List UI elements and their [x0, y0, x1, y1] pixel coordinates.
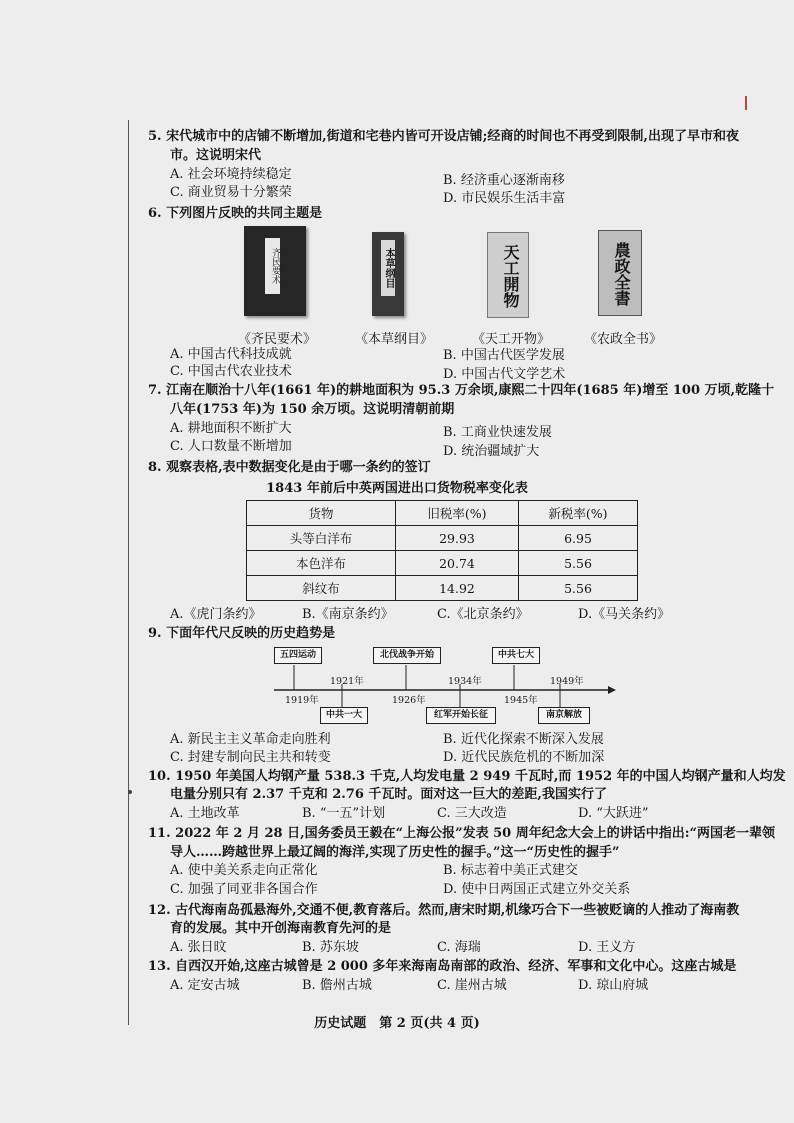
book-image-nongzheng-quanshu [598, 230, 642, 316]
q6-option-b[interactable]: B. 中国古代医学发展 [443, 348, 565, 363]
book-caption-qimin: 《齐民要术》 [238, 332, 317, 347]
q8-option-d[interactable]: D.《马关条约》 [578, 607, 671, 622]
q7-option-c[interactable]: C. 人口数量不断增加 [170, 439, 292, 454]
table-row [247, 551, 638, 576]
q10-option-d[interactable]: D. “大跃进” [578, 806, 649, 821]
q7-stem-cont: 八年(1753 年)为 150 余万顷。这说明清朝前期 [170, 402, 455, 417]
q6-stem: 6. 下列图片反映的共同主题是 [148, 206, 323, 221]
q10-stem-cont: 电量分别只有 2.37 千克和 2.76 千瓦时。面对这一巨大的差距,我国实行了 [170, 787, 607, 802]
q5-option-c[interactable]: C. 商业贸易十分繁荣 [170, 185, 292, 200]
binding-margin-line [128, 120, 129, 1025]
table-cell: 5.56 [519, 551, 638, 576]
timeline-event-long-march: 红军开始长征 [426, 707, 496, 724]
q8-option-a[interactable]: A.《虎门条约》 [170, 607, 262, 622]
q13-stem: 13. 自西汉开始,这座古城曾是 2 000 多年来海南岛南部的政治、经济、军事和文化中心。这座古城是 [148, 959, 737, 974]
book-caption-bencao: 《本草纲目》 [355, 332, 434, 347]
table-row [247, 526, 638, 551]
table-cell: 5.56 [519, 576, 638, 601]
q12-option-a[interactable]: A. 张日旼 [170, 940, 227, 955]
q13-option-d[interactable]: D. 琼山府城 [578, 978, 649, 993]
q9-option-c[interactable]: C. 封建专制向民主共和转变 [170, 750, 331, 765]
timeline-event-first-congress: 中共一大 [320, 707, 368, 724]
q10-stem: 10. 1950 年美国人均钢产量 538.3 千克,人均发电量 2 949 千瓦时,而 1952 年的中国人均钢产量和人均发 [148, 769, 786, 784]
q7-option-a[interactable]: A. 耕地面积不断扩大 [170, 421, 292, 436]
q6-option-a[interactable]: A. 中国古代科技成就 [170, 347, 292, 362]
q12-option-c[interactable]: C. 海瑞 [437, 940, 481, 955]
table-row [247, 576, 638, 601]
q7-stem: 7. 江南在顺治十八年(1661 年)的耕地面积为 95.3 万余顷,康熙二十四年(1685 年)增至 100 万顷,乾隆十 [148, 383, 775, 398]
q10-option-b[interactable]: B. “一五”计划 [302, 806, 386, 821]
q12-option-b[interactable]: B. 苏东坡 [302, 940, 359, 955]
table-cell: 6.95 [519, 526, 638, 551]
q8-stem: 8. 观察表格,表中数据变化是由于哪一条约的签订 [148, 460, 431, 475]
q6-option-d[interactable]: D. 中国古代文学艺术 [443, 367, 566, 382]
q5-option-d[interactable]: D. 市民娱乐生活丰富 [443, 191, 566, 206]
timeline-event-may-fourth: 五四运动 [274, 647, 322, 664]
q11-stem: 11. 2022 年 2 月 28 日,国务委员王毅在“上海公报”发表 50 周年纪念大会上的讲话中指出:“两国老一辈领 [148, 826, 775, 841]
q11-option-d[interactable]: D. 使中日两国正式建立外交关系 [443, 882, 631, 897]
margin-dot [128, 790, 132, 794]
timeline-event-nanjing-liberation: 南京解放 [538, 707, 590, 724]
q11-stem-cont: 导人……跨越世界上最辽阔的海洋,实现了历史性的握手。”这一“历史性的握手” [170, 845, 620, 860]
table-cell: 斜纹布 [247, 576, 396, 601]
q12-stem: 12. 古代海南岛孤悬海外,交通不便,教育落后。然而,唐宋时期,机缘巧合下一些被贬谪的人推动了海南教 [148, 903, 740, 918]
header-goods: 货物 [247, 501, 396, 526]
q7-option-d[interactable]: D. 统治疆域扩大 [443, 444, 540, 459]
timeline-year: 1945年 [504, 695, 538, 706]
book-caption-nongzheng: 《农政全书》 [584, 332, 663, 347]
q13-option-a[interactable]: A. 定安古城 [170, 978, 240, 993]
q5-stem: 5. 宋代城市中的店铺不断增加,街道和宅巷内皆可开设店铺;经商的时间也不再受到限制,出现了早市和夜 [148, 129, 739, 144]
table-header-row [247, 501, 638, 526]
book-cover-title: 本草纲目 [381, 240, 395, 296]
header-new-rate: 新税率(%) [519, 501, 638, 526]
q5-stem-cont: 市。这说明宋代 [170, 148, 262, 163]
timeline-year: 1921年 [330, 676, 364, 687]
timeline-year: 1926年 [392, 695, 426, 706]
table-cell: 14.92 [396, 576, 519, 601]
q9-option-a[interactable]: A. 新民主主义革命走向胜利 [170, 732, 331, 747]
q5-option-b[interactable]: B. 经济重心逐渐南移 [443, 173, 565, 188]
q7-option-b[interactable]: B. 工商业快速发展 [443, 425, 552, 440]
q10-option-c[interactable]: C. 三大改造 [437, 806, 507, 821]
q9-stem: 9. 下面年代尺反映的历史趋势是 [148, 626, 336, 641]
header-old-rate: 旧税率(%) [396, 501, 519, 526]
q11-option-c[interactable]: C. 加强了同亚非各国合作 [170, 882, 318, 897]
q12-stem-cont: 育的发展。其中开创海南教育先河的是 [170, 921, 392, 936]
q12-option-d[interactable]: D. 王义方 [578, 940, 636, 955]
q9-option-d[interactable]: D. 近代民族危机的不断加深 [443, 750, 605, 765]
book-cover-title: 齐民要术 [265, 238, 280, 294]
table-cell: 头等白洋布 [247, 526, 396, 551]
table-cell: 20.74 [396, 551, 519, 576]
timeline-event-northern-expedition: 北伐战争开始 [373, 647, 441, 664]
q8-option-c[interactable]: C.《北京条约》 [437, 607, 529, 622]
table-title: 1843 年前后中英两国进出口货物税率变化表 [266, 481, 528, 496]
book-cover-title: 天工開物 [501, 244, 520, 308]
red-pen-mark [745, 96, 747, 110]
q11-option-b[interactable]: B. 标志着中美正式建交 [443, 863, 578, 878]
tariff-table [246, 500, 638, 601]
book-image-tiangong-kaiwu [487, 232, 529, 318]
timeline-year: 1919年 [285, 695, 319, 706]
q11-option-a[interactable]: A. 使中美关系走向正常化 [170, 863, 318, 878]
timeline-year: 1934年 [448, 676, 482, 687]
book-image-qimin-yaoshu [244, 226, 306, 316]
q9-option-b[interactable]: B. 近代化探索不断深入发展 [443, 732, 604, 747]
q6-option-c[interactable]: C. 中国古代农业技术 [170, 364, 292, 379]
page-footer: 历史试题 第 2 页(共 4 页) [314, 1016, 480, 1031]
book-cover-title: 農政全書 [612, 242, 631, 306]
table-cell: 本色洋布 [247, 551, 396, 576]
q13-option-b[interactable]: B. 儋州古城 [302, 978, 372, 993]
q8-option-b[interactable]: B.《南京条约》 [302, 607, 394, 622]
q10-option-a[interactable]: A. 土地改革 [170, 806, 240, 821]
timeline-event-seventh-congress: 中共七大 [492, 647, 540, 664]
book-caption-tiangong: 《天工开物》 [472, 332, 551, 347]
book-image-bencao-gangmu [372, 232, 404, 316]
q5-option-a[interactable]: A. 社会环境持续稳定 [170, 167, 292, 182]
timeline-year: 1949年 [550, 676, 584, 687]
q13-option-c[interactable]: C. 崖州古城 [437, 978, 507, 993]
table-cell: 29.93 [396, 526, 519, 551]
